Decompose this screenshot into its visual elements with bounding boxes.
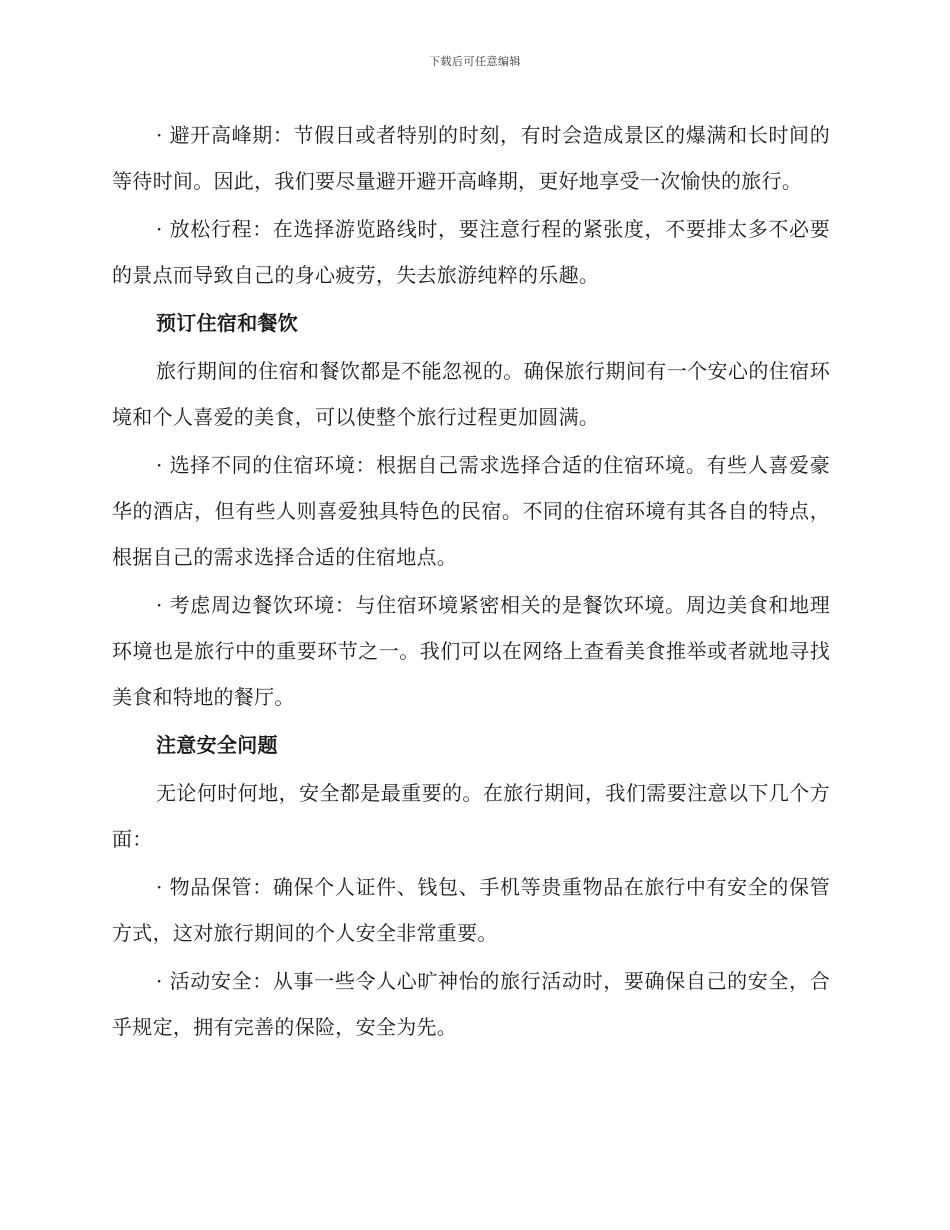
heading-safety: 注意安全问题 bbox=[156, 733, 278, 757]
bullet-activity-safety: · 活动安全：从事一些令人心旷神怡的旅行活动时，要确保自己的安全，合乎规定，拥有完善的保险，安全为先。 bbox=[112, 969, 830, 1039]
para-lodging-intro: 旅行期间的住宿和餐饮都是不能忽视的。确保旅行期间有一个安心的住宿环境和个人喜爱的美食，可以使整个旅行过程更加圆满。 bbox=[112, 359, 830, 429]
para-safety-intro: 无论何时何地，安全都是最重要的。在旅行期间，我们需要注意以下几个方面： bbox=[112, 781, 830, 851]
bullet-avoid-peak: · 避开高峰期：节假日或者特别的时刻，有时会造成景区的爆满和长时间的等待时间。因此，我们要尽量避开避开高峰期，更好地享受一次愉快的旅行。 bbox=[112, 123, 830, 193]
bullet-lodging-choice: · 选择不同的住宿环境：根据自己需求选择合适的住宿环境。有些人喜爱豪华的酒店，但有些人则喜爱独具特色的民宿。不同的住宿环境有其各自的特点，根据自己的需求选择合适的住宿地点。 bbox=[112, 453, 830, 569]
bullet-relax-itinerary: · 放松行程：在选择游览路线时，要注意行程的紧张度，不要排太多不必要的景点而导致自己的身心疲劳，失去旅游纯粹的乐趣。 bbox=[112, 217, 830, 287]
heading-lodging-dining: 预订住宿和餐饮 bbox=[156, 311, 299, 335]
bullet-belongings: · 物品保管：确保个人证件、钱包、手机等贵重物品在旅行中有安全的保管方式，这对旅行期间的个人安全非常重要。 bbox=[112, 875, 830, 945]
page-header: 下载后可任意编辑 bbox=[429, 55, 521, 68]
document-body bbox=[112, 112, 830, 1050]
bullet-dining-environment: · 考虑周边餐饮环境：与住宿环境紧密相关的是餐饮环境。周边美食和地理环境也是旅行中的重要环节之一。我们可以在网络上查看美食推举或者就地寻找美食和特地的餐厅。 bbox=[112, 593, 830, 709]
